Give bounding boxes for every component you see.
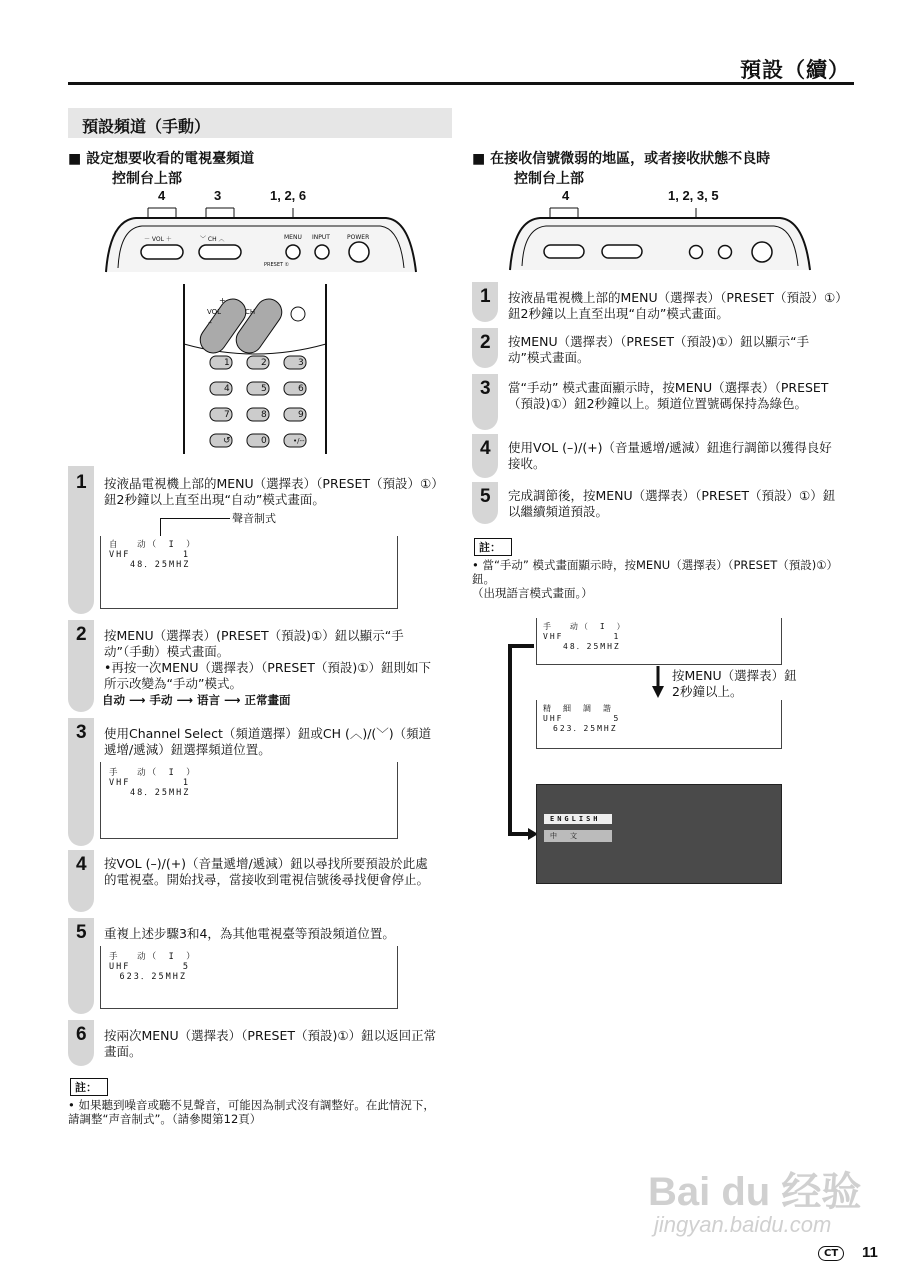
- callout-line: [160, 518, 230, 519]
- footer-code-badge: CT: [818, 1246, 844, 1261]
- lang-option-chinese: 中 文: [544, 830, 612, 842]
- left-step-2-flow: 自动 ⟶ 手动 ⟶ 语言 ⟶ 正常畫面: [102, 693, 291, 707]
- page-number: 11: [862, 1244, 878, 1261]
- left-subheading: ■ 設定想要收看的電視臺頻道: [68, 151, 255, 167]
- remote-key-7: 7: [224, 410, 230, 420]
- left-step-1-number: 1: [76, 472, 87, 493]
- remote-key-5: 5: [261, 384, 267, 394]
- remote-key-digit: •/--: [293, 437, 305, 445]
- left-step-3-number: 3: [76, 722, 87, 743]
- panel-menu-label: MENU: [284, 234, 302, 241]
- remote-ch-label: CH: [245, 308, 256, 316]
- left-step-3-text: 使用Channel Select（頻道選擇）鈕或CH (︿)/(﹀)（頻道遞增/遞減）鈕選擇頻道位置。: [104, 726, 432, 757]
- callout-line: [160, 518, 161, 536]
- panel-vol-label: － VOL ＋: [144, 236, 172, 243]
- remote-minus: –: [208, 318, 212, 327]
- left-step-5-text: 重複上述步驟3和4，為其他電視臺等預設頻道位置。: [104, 926, 395, 941]
- section-title: 預設頻道（手動）: [82, 117, 211, 136]
- right-screen-fine-tune: [536, 700, 782, 749]
- left-step-5-number: 5: [76, 922, 87, 943]
- left-step-1-screen: [100, 536, 398, 609]
- left-step-3-screen: [100, 762, 398, 839]
- panel-input-label: INPUT: [312, 234, 330, 241]
- lang-option-english: ENGLISH: [544, 814, 612, 824]
- right-step-3-number: 3: [480, 378, 491, 399]
- right-control-panel-diagram: [500, 200, 820, 278]
- left-step-1-callout: 聲音制式: [232, 512, 276, 525]
- right-step-1-text: 按液晶電視機上部的MENU（選擇表）（PRESET（預設）①）鈕2秒鐘以上直至出現“自动”模式畫面。: [508, 290, 842, 321]
- remote-key-3: 3: [298, 358, 304, 368]
- right-step-4-number: 4: [480, 438, 491, 459]
- remote-key-4: 4: [224, 384, 230, 394]
- screen-text: 自 动（ I ） VHF 1 48．25MHZ: [109, 540, 197, 570]
- right-step-5-text: 完成調節後，按MENU（選擇表）（PRESET（預設）①）鈕以繼續頻道預設。: [508, 488, 836, 519]
- right-callout-1235: 1, 2, 3, 5: [668, 188, 719, 203]
- left-step-2-number: 2: [76, 624, 87, 645]
- right-step-2-number: 2: [480, 332, 491, 353]
- left-step-1-text: 按液晶電視機上部的MENU（選擇表）（PRESET（預設）①）鈕2秒鐘以上直至出現“自动”模式畫面。: [104, 476, 438, 507]
- left-step-6-number: 6: [76, 1024, 87, 1045]
- remote-key-6: 6: [298, 384, 304, 394]
- remote-plus: +: [219, 296, 226, 305]
- left-callout-126: 1, 2, 6: [270, 188, 307, 203]
- right-step-5-number: 5: [480, 486, 491, 507]
- remote-key-8: 8: [261, 410, 267, 420]
- left-step-6-text: 按兩次MENU（選擇表）（PRESET（預設)①）鈕以返回正常畫面。: [104, 1028, 437, 1059]
- remote-key-flashback: ↺: [223, 436, 231, 446]
- watermark-url: jingyan.baidu.com: [654, 1212, 832, 1237]
- right-panel-label: 控制台上部: [514, 171, 584, 187]
- panel-preset-label: PRESET ①: [264, 262, 290, 268]
- left-note-tag: 註：: [70, 1078, 108, 1096]
- left-callout-4: 4: [158, 188, 166, 203]
- right-callout-4: 4: [562, 188, 570, 203]
- right-step-3-text: 當“手动” 模式畫面顯示時，按MENU（選擇表）（PRESET（預設)①）鈕2秒鐘以上。頻道位置號碼保持為綠色。: [508, 380, 829, 411]
- page-title: 預設（續）: [740, 58, 850, 82]
- left-step-4-number: 4: [76, 854, 87, 875]
- left-step-2-text: 按MENU（選擇表）(PRESET（預設)①）鈕以顯示“手动”（手動）模式畫面。: [104, 628, 404, 659]
- right-subheading: ■ 在接收信號微弱的地區，或者接收狀態不良時: [472, 151, 771, 167]
- screen-text: 手 动（ I ） VHF 1 48．25MHZ: [543, 622, 627, 651]
- screen-text: 精 細 調 諧 UHF 5 623．25MHZ: [543, 704, 621, 733]
- remote-key-1: 1: [224, 358, 230, 368]
- left-step-5-screen: [100, 946, 398, 1009]
- watermark-logo: Bai du 经验: [648, 1170, 862, 1214]
- left-note-text: • 如果聽到噪音或聽不見聲音，可能因為制式沒有調整好。在此情況下，請調整“声音制式”。（請參閱第12頁）: [68, 1098, 435, 1126]
- left-callout-3: 3: [214, 188, 222, 203]
- header-rule: [68, 82, 854, 85]
- left-step-4-text: 按VOL (–)/(+)（音量遞增/遞減）鈕以尋找所要預設於此處的電視臺。開始找尋，當接收到電視信號後尋找便會停止。: [104, 856, 430, 887]
- left-panel-label: 控制台上部: [112, 171, 182, 187]
- right-note-tag: 註：: [474, 538, 512, 556]
- right-arrow-text: 按MENU（選擇表）鈕 2秒鐘以上。: [672, 668, 797, 699]
- remote-key-0: 0: [261, 436, 267, 446]
- right-step-2-text: 按MENU（選擇表）（PRESET（預設)①）鈕以顯示“手动”模式畫面。: [508, 334, 810, 365]
- right-note-text: • 當“手动” 模式畫面顯示時，按MENU（選擇表）（PRESET（預設)①）鈕。 （出現語言模式畫面。）: [472, 558, 839, 600]
- screen-text: 手 动（ I ） VHF 1 48．25MHZ: [109, 768, 197, 798]
- remote-vol-label: VOL: [207, 308, 222, 316]
- right-step-1-number: 1: [480, 286, 491, 307]
- remote-key-2: 2: [261, 358, 267, 368]
- panel-ch-label: ﹀ CH ︿: [200, 236, 225, 243]
- left-step-2-bullet: •再按一次MENU（選擇表）（PRESET（預設)①）鈕則如下所示改變為“手动”模式。: [104, 660, 431, 691]
- right-step-4-text: 使用VOL (–)/(+)（音量遞增/遞減）鈕進行調節以獲得良好接收。: [508, 440, 832, 471]
- panel-power-label: POWER: [347, 234, 370, 241]
- remote-key-9: 9: [298, 410, 304, 420]
- screen-text: 手 动（ I ） UHF 5 623．25MHZ: [109, 952, 197, 982]
